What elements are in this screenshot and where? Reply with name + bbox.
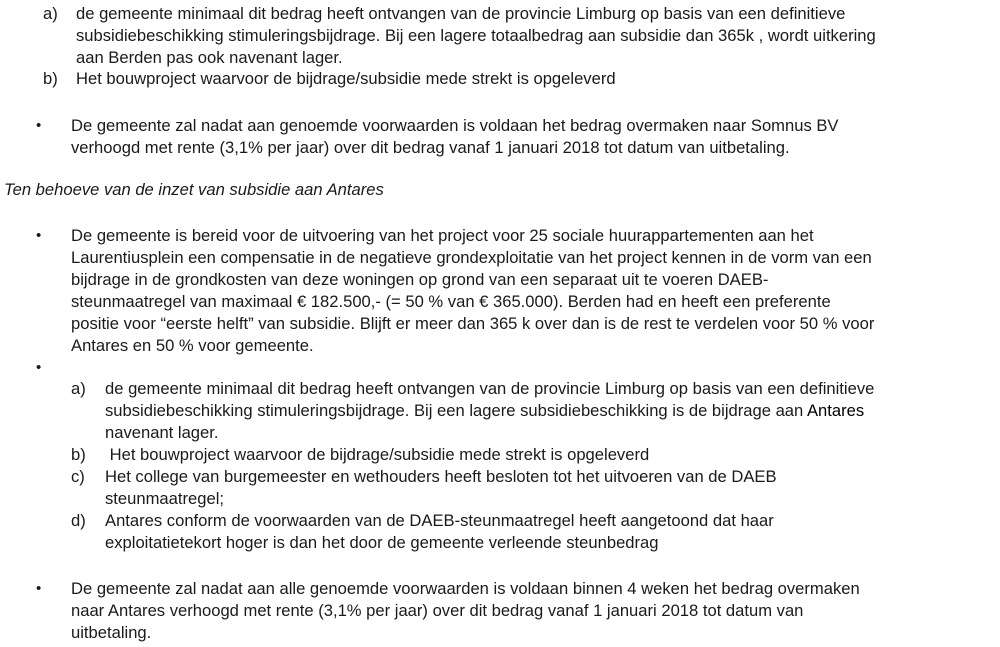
bullet-item-text: verhoogd met rente (3,1% per jaar) over dit bedrag vanaf 1 januari 2018 tot datum van uitbetaling. xyxy=(71,138,790,157)
section-heading: Ten behoeve van de inzet van subsidie aan Antares xyxy=(4,180,384,199)
list-item-text: exploitatietekort hoger is dan het door de gemeente verleende steunbedrag xyxy=(105,533,659,552)
list-marker: d) xyxy=(71,511,86,530)
emphasis-word: Antares xyxy=(806,401,865,420)
bullet-item-text: uitbetaling. xyxy=(71,623,152,642)
list-marker: c) xyxy=(71,467,85,486)
list-item-text: aan Berden pas ook navenant lager. xyxy=(76,48,343,67)
bullet-icon: • xyxy=(36,117,42,134)
list-marker: b) xyxy=(71,445,86,464)
bullet-item-text: De gemeente zal nadat aan alle genoemde voorwaarden is voldaan binnen 4 weken het bedrag overmaken xyxy=(71,579,860,598)
list-item-text: Antares conform de voorwaarden van de DAEB-steunmaatregel heeft aangetoond dat haar xyxy=(105,511,774,530)
list-marker: a) xyxy=(43,4,58,23)
list-item-text: navenant lager. xyxy=(105,423,219,442)
list-item-text: de gemeente minimaal dit bedrag heeft ontvangen van de provincie Limburg op basis van een definitieve xyxy=(105,379,875,398)
bullet-icon: • xyxy=(36,227,42,244)
bullet-item-text: naar Antares verhoogd met rente (3,1% per jaar) over dit bedrag vanaf 1 januari 2018 tot datum van xyxy=(71,601,804,620)
list-item-text: de gemeente minimaal dit bedrag heeft ontvangen van de provincie Limburg op basis van een definitieve xyxy=(76,4,846,23)
list-item-text: Het college van burgemeester en wethouders heeft besloten tot het uitvoeren van de DAEB xyxy=(105,467,777,486)
list-item-text xyxy=(105,400,864,422)
list-marker: a) xyxy=(71,379,86,398)
list-item-text: Het bouwproject waarvoor de bijdrage/subsidie mede strekt is opgeleverd xyxy=(76,69,616,88)
bullet-item-text: De gemeente is bereid voor de uitvoering van het project voor 25 sociale huurappartementen aan het xyxy=(71,226,814,245)
bullet-item-text: Antares en 50 % voor gemeente. xyxy=(71,336,314,355)
bullet-item-text: Laurentiusplein een compensatie in de negatieve grondexploitatie van het project kennen in de vorm van een xyxy=(71,248,872,267)
list-marker: b) xyxy=(43,69,58,88)
list-item-text-part: subsidiebeschikking stimuleringsbijdrage. Bij een lagere subsidiebeschikking is de bijdrage aan xyxy=(105,401,804,420)
bullet-icon: • xyxy=(36,580,42,597)
list-item-text: steunmaatregel; xyxy=(105,489,224,508)
list-item-text: Het bouwproject waarvoor de bijdrage/subsidie mede strekt is opgeleverd xyxy=(105,445,650,464)
bullet-item-text: steunmaatregel van maximaal € 182.500,- (= 50 % van € 365.000). Berden had en heeft een preferente xyxy=(71,292,831,311)
list-item-text: subsidiebeschikking stimuleringsbijdrage. Bij een lagere totaalbedrag aan subsidie dan 365k , wordt uitkering xyxy=(76,26,876,45)
bullet-item-text: bijdrage in de grondkosten van deze woningen op grond van een separaat uit te voeren DAEB- xyxy=(71,270,769,289)
bullet-icon: • xyxy=(36,359,42,376)
bullet-item-text: De gemeente zal nadat aan genoemde voorwaarden is voldaan het bedrag overmaken naar Somnus BV xyxy=(71,116,839,135)
bullet-item-text: positie voor “eerste helft” van subsidie. Blijft er meer dan 365 k over dan is de rest te verdelen voor 50 % voor xyxy=(71,314,875,333)
